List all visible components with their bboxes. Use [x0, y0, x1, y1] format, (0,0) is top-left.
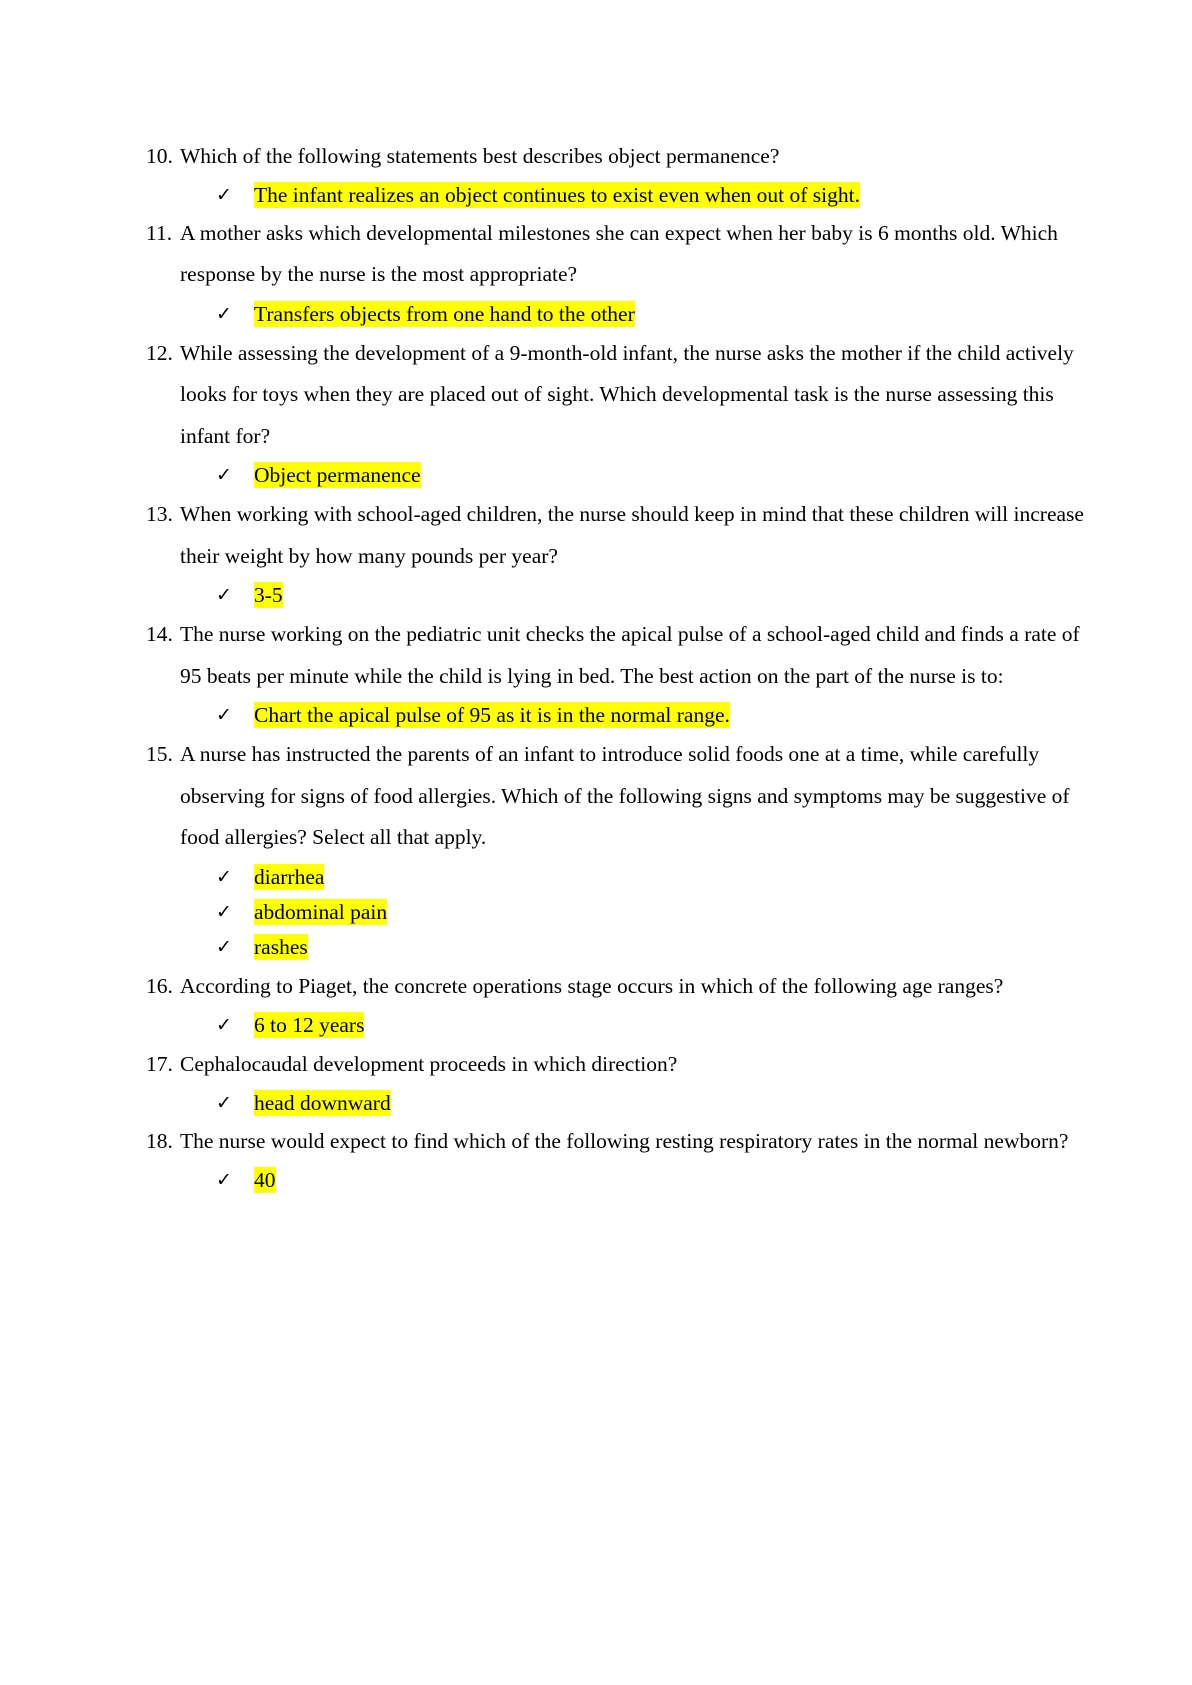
check-mark-icon: ✓	[216, 302, 232, 325]
question-item	[146, 614, 1096, 697]
question-text: A nurse has instructed the parents of an infant to introduce solid foods one at a time, while carefully observing for signs of food allergies. Which of the following signs and symptoms may be suggestive of food allergies? Select all that apply.	[180, 742, 1070, 849]
answer-item	[146, 178, 1096, 213]
answer-item	[146, 1008, 1096, 1043]
question-item	[146, 966, 1096, 1008]
question-item	[146, 333, 1096, 458]
check-mark-icon: ✓	[216, 1169, 232, 1191]
answer-list	[146, 1086, 1096, 1121]
answer-list	[146, 458, 1096, 493]
question-text: The nurse would expect to find which of the following resting respiratory rates in the normal newborn?	[180, 1128, 1069, 1153]
answer-text: The infant realizes an object continues to exist even when out of sight.	[254, 182, 860, 207]
question-number: 16.	[146, 973, 173, 998]
answer-item	[146, 1086, 1096, 1121]
answer-list	[146, 297, 1096, 332]
question-number: 10.	[146, 144, 173, 168]
answer-text: Chart the apical pulse of 95 as it is in the normal range.	[254, 703, 730, 727]
check-mark-icon: ✓	[216, 704, 232, 726]
check-mark-icon: ✓	[216, 584, 232, 606]
question-item	[146, 734, 1096, 859]
question-text: Which of the following statements best describes object permanence?	[180, 144, 780, 168]
answer-item	[146, 458, 1096, 493]
answer-text: rashes	[254, 934, 308, 959]
question-item	[146, 494, 1096, 577]
question-number: 15.	[146, 742, 173, 766]
check-mark-icon: ✓	[216, 183, 232, 206]
answer-text: diarrhea	[254, 864, 325, 889]
question-item	[146, 213, 1096, 296]
question-number: 11.	[146, 220, 173, 245]
answer-text: head downward	[254, 1090, 391, 1115]
answer-text: Transfers objects from one hand to the other	[254, 301, 635, 326]
answer-list	[146, 860, 1096, 965]
answer-list	[146, 1008, 1096, 1043]
answer-text: 3-5	[254, 583, 283, 607]
check-mark-icon: ✓	[216, 935, 232, 958]
question-item	[146, 1044, 1096, 1086]
answer-item	[146, 930, 1096, 965]
question-text: According to Piaget, the concrete operations stage occurs in which of the following age ranges?	[180, 973, 1004, 998]
question-number: 12.	[146, 340, 173, 365]
question-number: 18.	[146, 1128, 173, 1153]
answer-item	[146, 895, 1096, 930]
question-text: A mother asks which developmental milestones she can expect when her baby is 6 months old. Which response by the nurse is the most appropriate?	[180, 220, 1058, 286]
check-mark-icon: ✓	[216, 1091, 232, 1114]
check-mark-icon: ✓	[216, 1014, 232, 1036]
check-mark-icon: ✓	[216, 464, 232, 486]
question-list	[146, 136, 1096, 1199]
answer-item	[146, 578, 1096, 613]
answer-list	[146, 578, 1096, 613]
answer-text: abdominal pain	[254, 899, 388, 924]
answer-text: Object permanence	[254, 463, 421, 487]
answer-text: 40	[254, 1168, 276, 1192]
question-text: Cephalocaudal development proceeds in which direction?	[180, 1052, 678, 1076]
answer-item	[146, 860, 1096, 895]
question-text: While assessing the development of a 9-month-old infant, the nurse asks the mother if the child actively looks for toys when they are placed out of sight. Which developmental task is the nurse assessing this infant for?	[180, 340, 1074, 448]
question-number: 14.	[146, 622, 173, 646]
answer-list	[146, 698, 1096, 733]
question-item	[146, 136, 1096, 178]
check-mark-icon: ✓	[216, 865, 232, 888]
question-number: 17.	[146, 1052, 173, 1076]
answer-item	[146, 698, 1096, 733]
answer-text: 6 to 12 years	[254, 1013, 365, 1037]
answer-item	[146, 1163, 1096, 1198]
question-item	[146, 1121, 1096, 1163]
answer-item	[146, 297, 1096, 332]
check-mark-icon: ✓	[216, 900, 232, 923]
question-number: 13.	[146, 502, 173, 526]
question-text: When working with school-aged children, the nurse should keep in mind that these children will increase their weight by how many pounds per year?	[180, 502, 1084, 568]
question-text: The nurse working on the pediatric unit checks the apical pulse of a school-aged child and finds a rate of 95 beats per minute while the child is lying in bed. The best action on the part of the nurse is to:	[180, 622, 1080, 688]
answer-list	[146, 1163, 1096, 1198]
answer-list	[146, 178, 1096, 213]
